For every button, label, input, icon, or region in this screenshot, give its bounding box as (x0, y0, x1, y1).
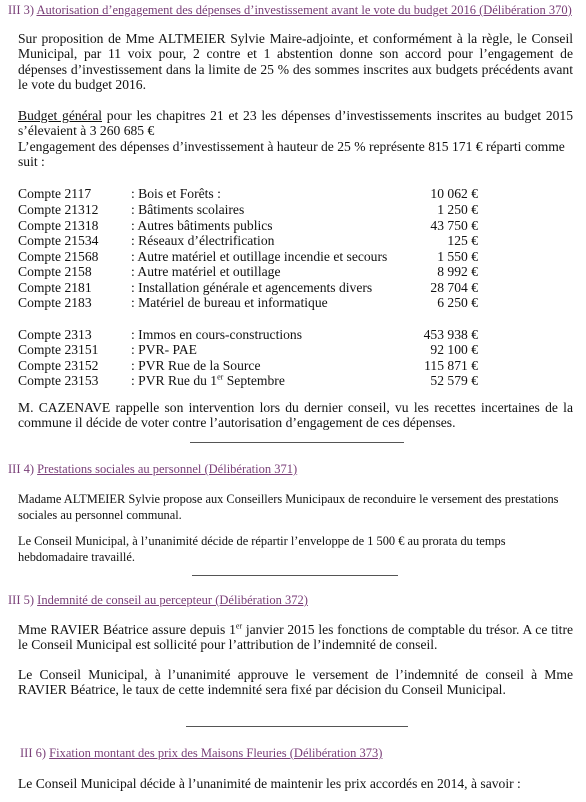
account-label: : Autre matériel et outillage (131, 264, 281, 279)
account-label: : Matériel de bureau et informatique (131, 295, 328, 310)
account-amount: 453 938 € (423, 327, 478, 342)
account-code: Compte 2158 (18, 264, 92, 279)
paragraph-cazenave: M. CAZENAVE rappelle son intervention lors du dernier conseil, vu les recettes incertaines de la commune il décide de voter contre l’autorisation d’engagement de ces dépenses. (18, 400, 573, 431)
paragraph-prestations-decision: Le Conseil Municipal, à l’unanimité décide de répartir l’enveloppe de 1 500 € au prorata du temps hebdomadaire travaillé. (18, 534, 506, 564)
account-label: : PVR Rue du 1er Septembre (131, 372, 285, 388)
account-code: Compte 23153 (18, 373, 99, 388)
account-label: : Immos en cours-constructions (131, 327, 303, 342)
account-amount: 28 704 € (430, 280, 478, 295)
section-title: Indemnité de conseil au percepteur (Délibération 372) (37, 593, 308, 607)
account-label: : Bois et Forêts : (131, 186, 221, 201)
account-amount: 1 550 € (437, 249, 478, 264)
account-row (18, 342, 478, 358)
budget-text: pour les chapitres 21 et 23 les dépenses d’investissements inscrites au budget 2015 s’élevaient à 3 260 685 € (18, 108, 574, 139)
section-title: Autorisation d’engagement des dépenses d’investissement avant le vote du budget 2016 (Délibération 370) (36, 3, 572, 17)
account-code: Compte 2117 (18, 186, 92, 201)
account-amount: 1 250 € (437, 202, 478, 217)
account-row (18, 327, 478, 343)
account-row (18, 249, 478, 265)
paragraph-engagement: L’engagement des dépenses d’investissement à hauteur de 25 % représente 815 171 € réparti comme suit : (18, 139, 565, 170)
account-amount: 43 750 € (430, 218, 478, 233)
account-row (18, 233, 478, 249)
section-5-heading (8, 593, 308, 608)
account-amount: 115 871 € (424, 358, 478, 373)
account-code: Compte 21318 (18, 218, 99, 233)
account-amount: 6 250 € (437, 295, 478, 310)
account-row (18, 202, 478, 218)
account-amount: 8 992 € (437, 264, 478, 279)
section-number: III 3) (8, 3, 35, 17)
account-label: : Installation générale et agencements divers (131, 280, 373, 295)
paragraph-indemnite: Mme RAVIER Béatrice assure depuis 1er janvier 2015 les fonctions de comptable du trésor. A ce titre le Conseil Municipal est sollicité pour l’attribution de l’indemnité de conseil. (18, 621, 574, 653)
account-label: : Autre matériel et outillage incendie et secours (131, 249, 388, 264)
account-code: Compte 21568 (18, 249, 99, 264)
account-label: : PVR- PAE (131, 342, 197, 357)
paragraph-intro: Sur proposition de Mme ALTMEIER Sylvie Maire-adjointe, et conformément à la règle, le Conseil Municipal, par 11 voix pour, 2 contre et 1 abstention donne son accord pour l’engagement de dépenses d’investissement dans la limite de 25 % des sommes inscrites aux budgets précédents avant le vote du budget 2016. (18, 31, 573, 93)
account-row (18, 295, 478, 311)
account-amount: 125 € (447, 233, 478, 248)
account-code: Compte 21534 (18, 233, 99, 248)
account-code: Compte 23151 (18, 342, 99, 357)
account-label: : Autres bâtiments publics (131, 218, 273, 233)
section-number: III 4) (8, 462, 35, 476)
paragraph-prestations: Madame ALTMEIER Sylvie propose aux Conseillers Municipaux de reconduire le versement des prestations sociales au personnel communal. (18, 492, 559, 522)
section-3-heading (8, 3, 572, 18)
account-amount: 10 062 € (430, 186, 478, 201)
section-number: III 6) (20, 746, 47, 760)
account-row (18, 373, 478, 389)
account-row (18, 264, 478, 280)
account-amount: 92 100 € (430, 342, 478, 357)
paragraph-budget (18, 108, 573, 139)
account-amount: 52 579 € (430, 373, 478, 388)
section-6-heading (20, 746, 382, 761)
account-code: Compte 2313 (18, 327, 92, 342)
account-label: : Réseaux d’électrification (131, 233, 275, 248)
account-label: : PVR Rue de la Source (131, 358, 261, 373)
section-divider (186, 726, 408, 727)
section-title: Prestations sociales au personnel (Délibération 371) (37, 462, 298, 476)
account-code: Compte 23152 (18, 358, 99, 373)
section-divider (192, 575, 398, 576)
section-divider (190, 442, 404, 443)
section-title: Fixation montant des prix des Maisons Fleuries (Délibération 373) (49, 746, 383, 760)
account-row (18, 280, 478, 296)
paragraph-maisons-fleuries: Le Conseil Municipal décide à l’unanimité de maintenir les prix accordés en 2014, à savoir : (18, 776, 521, 791)
account-label: : Bâtiments scolaires (131, 202, 245, 217)
account-code: Compte 2183 (18, 295, 92, 310)
budget-label: Budget général (18, 108, 103, 123)
account-row (18, 218, 478, 234)
account-code: Compte 21312 (18, 202, 99, 217)
account-row (18, 358, 478, 374)
account-row (18, 186, 478, 202)
section-number: III 5) (8, 593, 35, 607)
paragraph-indemnite-decision: Le Conseil Municipal, à l’unanimité approuve le versement de l’indemnité de conseil à Mme RAVIER Béatrice, le taux de cette indemnité sera fixé par décision du Conseil Municipal. (18, 667, 573, 698)
section-4-heading (8, 462, 297, 477)
account-code: Compte 2181 (18, 280, 92, 295)
